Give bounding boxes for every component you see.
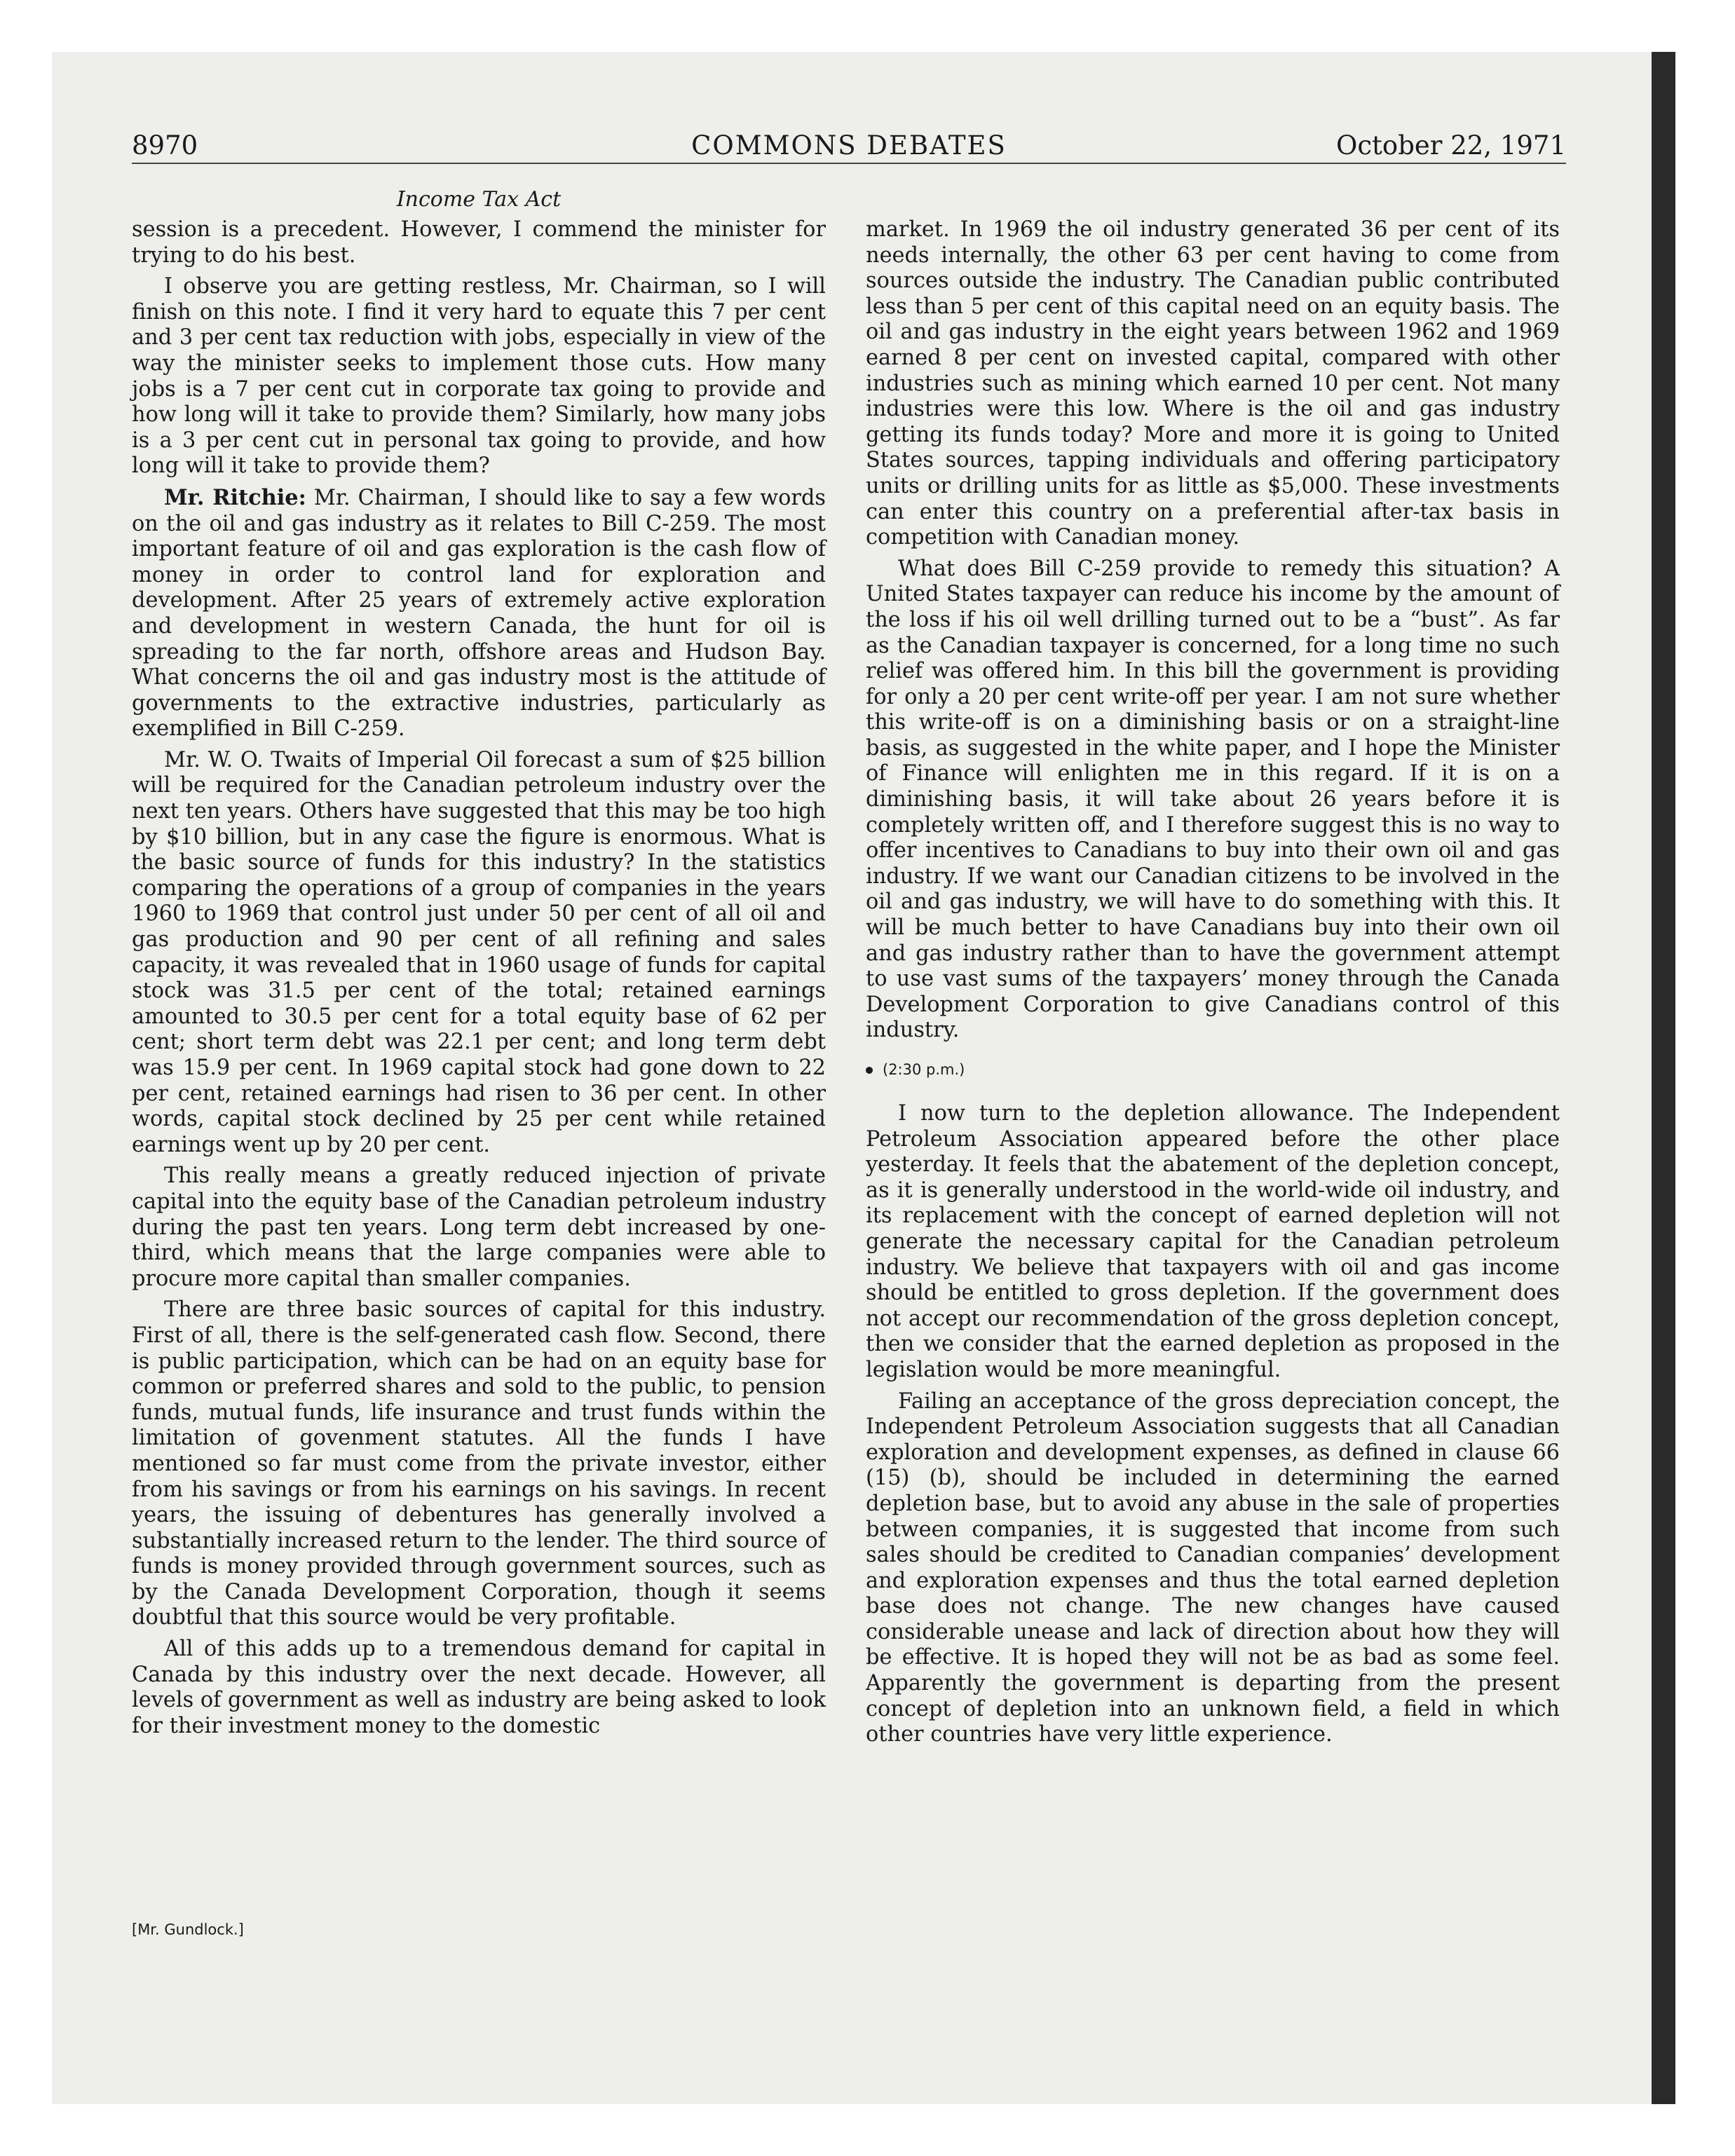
speaker-name: Mr. Ritchie: bbox=[164, 484, 306, 510]
left-column bbox=[132, 217, 826, 1745]
scan-edge-shadow bbox=[1652, 52, 1675, 2104]
paragraph: Mr. W. O. Twaits of Imperial Oil forecast a sum of $25 billion will be required for the Canadian petroleum industry over the next ten years. Others have suggested that this may be too high by $10 billion, but in any case the figure is enormous. What is the basic source of funds for this industry? In the statistics comparing the operations of a group of companies in the years 1960 to 1969 that control just under 50 per cent of all oil and gas production and 90 per cent of all refining and sales capacity, it was revealed that in 1960 usage of funds for capital stock was 31.5 per cent of the total; retained earnings amounted to 30.5 per cent for a total equity base of 62 per cent; short term debt was 22.1 per cent; and long term debt was 15.9 per cent. In 1969 capital stock had gone down to 22 per cent, retained earnings had risen to 36 per cent. In other words, capital stock declined by 25 per cent while retained earnings went up by 20 per cent. bbox=[132, 747, 826, 1157]
speech-text: Mr. Chairman, I should like to say a few words on the oil and gas industry as it relates to Bill C-259. The most important feature of oil and gas exploration is the cash flow of money in order to control land for exploration and development. After 25 years of extremely active exploration and development in western Canada, the hunt for oil is spreading to the far north, offshore areas and Hudson Bay. What concerns the oil and gas industry most is the attitude of governments to the extractive industries, particularly as exemplified in Bill C-259. bbox=[132, 485, 826, 742]
paragraph: All of this adds up to a tremendous demand for capital in Canada by this industry over the next decade. However, all levels of government as well as industry are being asked to look for their investment money to the domestic bbox=[132, 1637, 826, 1738]
right-column bbox=[866, 217, 1560, 1754]
paragraph bbox=[132, 485, 826, 742]
speaker-footnote: [Mr. Gundlock.] bbox=[132, 1921, 244, 1938]
page-header bbox=[132, 129, 1566, 164]
paragraph: This really means a greatly reduced injection of private capital into the equity base of the Canadian petroleum industry during the past ten years. Long term debt increased by one-third, which means that the large companies were able to procure more capital than smaller companies. bbox=[132, 1164, 826, 1291]
paragraph: market. In 1969 the oil industry generated 36 per cent of its needs internally, the other 63 per cent having to come from sources outside the industry. The Canadian public contributed less than 5 per cent of this capital need on an equity basis. The oil and gas industry in the eight years between 1962 and 1969 earned 8 per cent on invested capital, compared with other industries such as mining which earned 10 per cent. Not many industries were this low. Where is the oil and gas industry getting its funds today? More and more it is going to United States sources, tapping individuals and offering participatory units or drilling units for as little as $5,000. These investments can enter this country on a preferential after-tax basis in competition with Canadian money. bbox=[866, 217, 1560, 550]
paragraph: session is a precedent. However, I commend the minister for trying to do his best. bbox=[132, 217, 826, 268]
paragraph: I observe you are getting restless, Mr. Chairman, so I will finish on this note. I find it very hard to equate this 7 per cent and 3 per cent tax reduction with jobs, especially in view of the way the minister seeks to implement those cuts. How many jobs is a 7 per cent cut in corporate tax going to provide and how long will it take to provide them? Similarly, how many jobs is a 3 per cent cut in personal tax going to provide, and how long will it take to provide them? bbox=[132, 274, 826, 479]
section-subheading: Income Tax Act bbox=[396, 187, 562, 212]
time-marker-text: (2:30 p.m.) bbox=[883, 1061, 965, 1078]
paragraph: What does Bill C-259 provide to remedy this situation? A United States taxpayer can reduce his income by the amount of the loss if his oil well drilling turned out to be a “bust”. As far as the Canadian taxpayer is concerned, for a long time no such relief was offered him. In this bill the government is providing for only a 20 per cent write-off per year. I am not sure whether this write-off is on a diminishing basis or on a straight-line basis, as suggested in the white paper, and I hope the Minister of Finance will enlighten me in this regard. If it is on a diminishing basis, it will take about 26 years before it is completely written off, and I therefore suggest this is no way to offer incentives to Canadians to buy into their own oil and gas industry. If we want our Canadian citizens to be involved in the oil and gas industry, we will have to do something with this. It will be much better to have Canadians buy into their own oil and gas industry rather than to have the government attempt to use vast sums of the taxpayers’ money through the Canada Development Corporation to give Canadians control of this industry. bbox=[866, 556, 1560, 1043]
publication-date: October 22, 1971 bbox=[1336, 130, 1566, 161]
time-marker bbox=[866, 1059, 1560, 1080]
page-number: 8970 bbox=[132, 130, 198, 161]
paragraph: I now turn to the depletion allowance. The Independent Petroleum Association appeared before the other place yesterday. It feels that the abatement of the depletion concept, as it is generally understood in the world-wide oil industry, and its replacement with the concept of earned depletion will not generate the necessary capital for the Canadian petroleum industry. We believe that taxpayers with oil and gas income should be entitled to gross depletion. If the government does not accept our recommendation of the gross depletion concept, then we consider that the earned depletion as proposed in the legislation would be more meaningful. bbox=[866, 1101, 1560, 1382]
publication-title: COMMONS DEBATES bbox=[691, 130, 1007, 161]
paragraph: There are three basic sources of capital for this industry. First of all, there is the self-generated cash flow. Second, there is public participation, which can be had on an equity base for common or preferred shares and sold to the public, to pension funds, mutual funds, life insurance and trust funds within the limitation of govenment statutes. All the funds I have mentioned so far must come from the private investor, either from his savings or from his earnings on his savings. In recent years, the issuing of debentures has generally involved a substantially increased return to the lender. The third source of funds is money provided through government sources, such as by the Canada Development Corporation, though it seems doubtful that this source would be very profitable. bbox=[132, 1297, 826, 1630]
bullet-icon bbox=[866, 1067, 873, 1074]
paragraph: Failing an acceptance of the gross depreciation concept, the Independent Petroleum Association suggests that all Canadian exploration and development expenses, as defined in clause 66 (15) (b), should be included in determining the earned depletion base, but to avoid any abuse in the sale of properties between companies, it is suggested that income from such sales should be credited to Canadian companies’ development and exploration expenses and thus the total earned depletion base does not change. The new changes have caused considerable unease and lack of direction about how they will be effective. It is hoped they will not be as bad as some feel. Apparently the government is departing from the present concept of depletion into an unknown field, a field in which other countries have very little experience. bbox=[866, 1389, 1560, 1747]
